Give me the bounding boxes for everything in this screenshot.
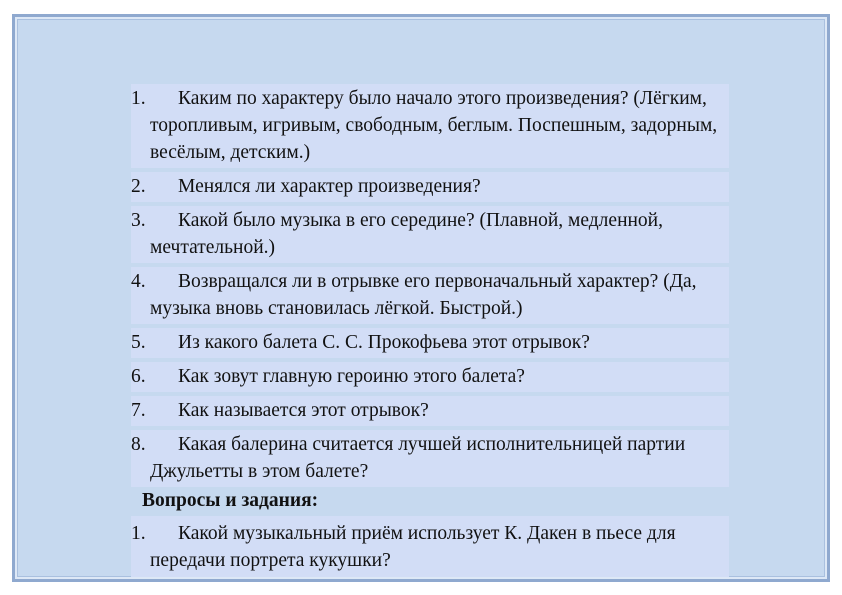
slide-text-box [131, 84, 729, 577]
task-text: Какой музыкальный приём использует К. Дакен в пьесе для передачи портрета кукушки? [150, 523, 676, 571]
tasks-list [131, 516, 729, 577]
question-item-8 [131, 430, 729, 487]
question-number: 5. [131, 332, 146, 353]
question-item-2 [131, 172, 729, 202]
section-heading: Вопросы и задания: [142, 490, 319, 511]
question-item-1 [131, 84, 729, 168]
question-item-3 [131, 206, 729, 263]
task-item-1 [131, 516, 729, 577]
question-number: 3. [131, 210, 146, 231]
question-text: Возвращался ли в отрывке его первоначальный характер? (Да, музыка вновь становилась лёгкой. Быстрой.) [150, 271, 697, 319]
question-number: 4. [131, 271, 146, 292]
question-number: 6. [131, 366, 146, 387]
question-text: Как зовут главную героиню этого балета? [178, 366, 525, 387]
question-number: 8. [131, 434, 146, 455]
question-text: Какая балерина считается лучшей исполнительницей партии Джульетты в этом балете? [150, 434, 686, 482]
question-number: 7. [131, 400, 146, 421]
question-text: Из какого балета С. С. Прокофьева этот отрывок? [178, 332, 590, 353]
question-item-4 [131, 267, 729, 324]
task-number: 1. [131, 523, 146, 544]
question-number: 2. [131, 176, 146, 197]
question-text: Как называется этот отрывок? [178, 400, 429, 421]
question-text: Каким по характеру было начало этого произведения? (Лёгким, торопливым, игривым, свободным, беглым. Поспешным, задорным, весёлым, детским.) [150, 88, 718, 163]
question-item-6 [131, 362, 729, 392]
question-item-7 [131, 396, 729, 426]
question-text: Менялся ли характер произведения? [178, 176, 481, 197]
question-item-5 [131, 328, 729, 358]
question-number: 1. [131, 88, 146, 109]
questions-list [131, 84, 729, 487]
question-text: Какой было музыка в его середине? (Плавной, медленной, мечтательной.) [150, 210, 663, 258]
